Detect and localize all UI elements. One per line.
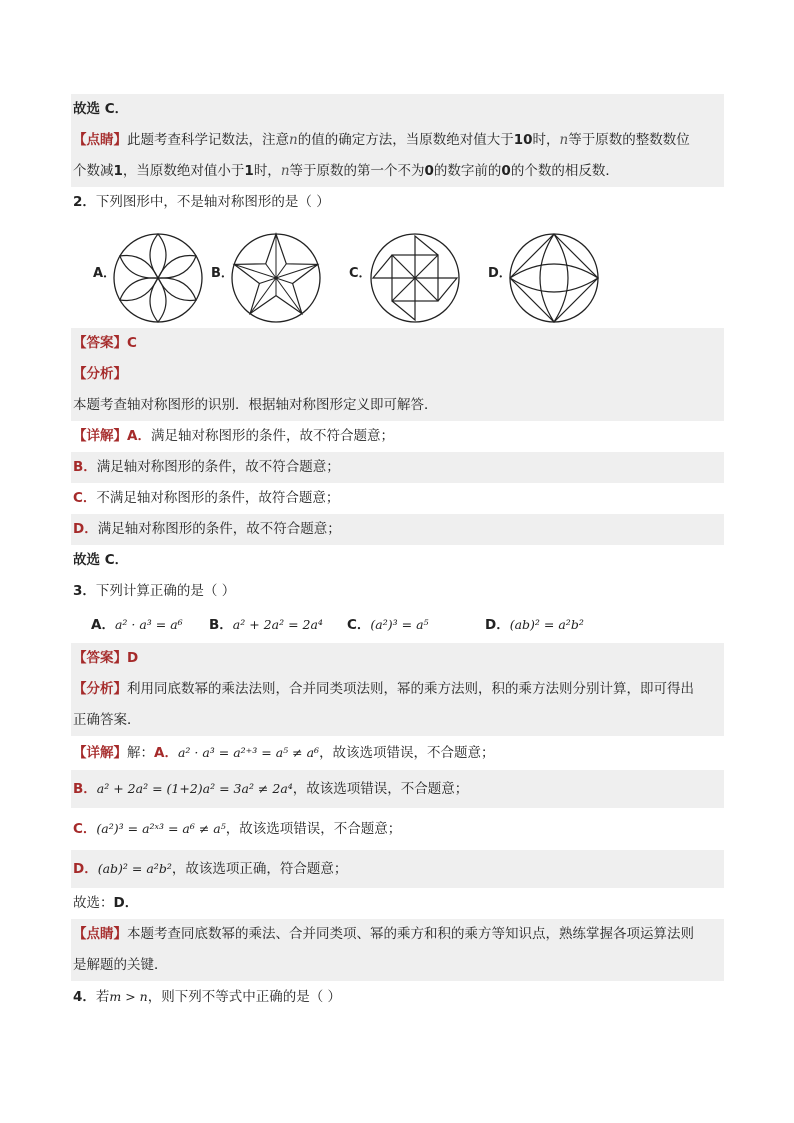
text: 此题考查科学记数法，注意 [127,132,289,148]
question-stem: 若 [95,989,110,1005]
detail-letter: A． [154,745,178,761]
question-stem: 下列计算正确的是（ ） [95,583,236,599]
q3-option-b [209,607,323,643]
text: 的个数的相反数． [510,163,619,179]
option-c-label: C． [349,266,372,281]
detail-text: ，故该选项正确，符合题意； [171,861,348,877]
comment-tag: 【点睛】 [73,926,127,942]
q3-option-a [91,607,183,643]
pinwheel-in-circle-icon [369,232,461,324]
detail-text: ，故该选项错误，不合题意； [319,745,495,761]
q2-analysis-tag-line [71,359,724,390]
question-stem: 下列图形中，不是轴对称图形的是（ ） [95,194,330,210]
detail-letter: D． [73,521,98,537]
detail-text: 满足轴对称图形的条件，故不符合题意； [96,459,340,475]
q4-stem [71,981,724,1012]
detail-text: 满足轴对称图形的条件，故不符合题意； [97,521,341,537]
comment-tag: 【点睛】 [73,132,127,148]
question-number: 4． [73,989,96,1005]
answer-value: D [127,650,139,666]
option-letter: B． [209,617,233,633]
q3-answer [71,643,724,674]
option-expression: (ab)² = a²b² [509,617,584,632]
q2-detail-c [71,483,724,514]
detail-expression: a² · a³ = a²⁺³ = a⁵ ≠ a⁶ [177,745,320,760]
detail-text: 不满足轴对称图形的条件，故符合题意； [96,490,340,506]
detail-text: ，故该选项错误，不合题意； [292,781,469,797]
q2-conclusion [71,545,724,576]
document-page [71,94,724,1012]
detail-letter: C． [73,821,97,837]
analysis-text: 本题考查轴对称图形的识别．根据轴对称图形定义即可解答． [73,397,438,413]
option-d-label: D． [488,266,512,281]
detail-text: ，故该选项错误，不合题意； [225,821,402,837]
variable-n: n [289,132,298,148]
flower-petals-icon [112,232,204,324]
answer-tag: 【答案】 [73,650,127,666]
detail-expression: (ab)² = a²b² [97,861,172,876]
star-in-circle-icon [230,232,322,324]
q2-detail-d [71,514,724,545]
question-number: 3． [73,583,96,599]
text: 等于原数的第一个不为 [289,163,425,179]
q3-detail-b [71,770,724,808]
detail-expression: a² + 2a² = (1+2)a² = 3a² ≠ 2a⁴ [96,781,293,796]
text: 的值的确定方法，当原数绝对值大于 [297,132,514,148]
detail-prefix: 解： [127,745,154,761]
q1-comment-line1 [71,125,724,156]
q3-option-c [347,607,429,643]
detail-tag: 【详解】 [73,428,127,444]
number: 1 [113,163,123,179]
answer-value: C [127,335,137,351]
question-expression: m > n [109,989,148,1004]
option-letter: D． [485,617,510,633]
detail-expression: (a²)³ = a²ˣ³ = a⁶ ≠ a⁵ [96,821,226,836]
text: 时， [532,132,560,148]
number: 0 [501,163,511,179]
option-letter: C． [347,617,371,633]
text: 个数减 [73,163,114,179]
q2-detail-a [71,421,724,452]
q3-comment-line1 [71,919,724,950]
option-letter: A． [91,617,115,633]
text: ，当原数绝对值小于 [122,163,245,179]
q1-conclusion-text: 故选 C． [73,101,129,117]
q3-analysis-line1 [71,674,724,705]
q3-conclusion [71,888,724,919]
detail-letter: A． [127,428,151,444]
detail-tag: 【详解】 [73,745,127,761]
four-petal-in-circle-icon [508,232,600,324]
question-number: 2． [73,194,96,210]
detail-letter: C． [73,490,97,506]
analysis-text: 利用同底数幂的乘法法则，合并同类项法则，幂的乘方法则，积的乘方法则分别计算，即可得出 [127,681,694,697]
q2-analysis [71,390,724,421]
q3-detail-a [71,736,724,770]
q3-stem [71,576,724,607]
detail-letter: B． [73,781,97,797]
q2-detail-b [71,452,724,483]
detail-letter: B． [73,459,97,475]
comment-text: 本题考查同底数幂的乘法、合并同类项、幂的乘方和积的乘方等知识点，熟练掌握各项运算法则 [127,926,694,942]
q1-comment-line2 [71,156,724,187]
number: 0 [424,163,434,179]
analysis-tag: 【分析】 [73,366,127,382]
option-b-label: B． [211,266,234,281]
q3-analysis-line2 [71,705,724,736]
comment-text: 是解题的关键． [73,957,168,973]
text: 等于原数的整数数位 [568,132,690,148]
conclusion-value: D． [113,895,139,911]
q3-options [71,607,724,643]
analysis-text: 正确答案． [73,712,141,728]
conclusion-text: 故选 C． [73,552,129,568]
question-stem: ，则下列不等式中正确的是（ ） [147,989,342,1005]
number: 10 [513,132,533,148]
q2-answer [71,328,724,359]
number: 1 [244,163,254,179]
option-a-label: A． [93,266,117,281]
option-expression: a² · a³ = a⁶ [114,617,183,632]
detail-letter: D． [73,861,98,877]
q3-detail-d [71,850,724,888]
text: 时， [253,163,281,179]
q3-comment-line2 [71,950,724,981]
detail-text: 满足轴对称图形的条件，故不符合题意； [150,428,394,444]
q2-figures [71,218,724,328]
q3-option-d [485,607,584,643]
option-expression: a² + 2a² = 2a⁴ [232,617,323,632]
analysis-tag: 【分析】 [73,681,127,697]
q3-detail-c [71,808,724,850]
conclusion-prefix: 故选： [73,895,114,911]
q1-conclusion [71,94,724,125]
variable-n: n [280,163,290,179]
variable-n: n [559,132,569,148]
text: 的数字前的 [433,163,502,179]
option-expression: (a²)³ = a⁵ [370,617,429,632]
answer-tag: 【答案】 [73,335,127,351]
q2-stem [71,187,724,218]
